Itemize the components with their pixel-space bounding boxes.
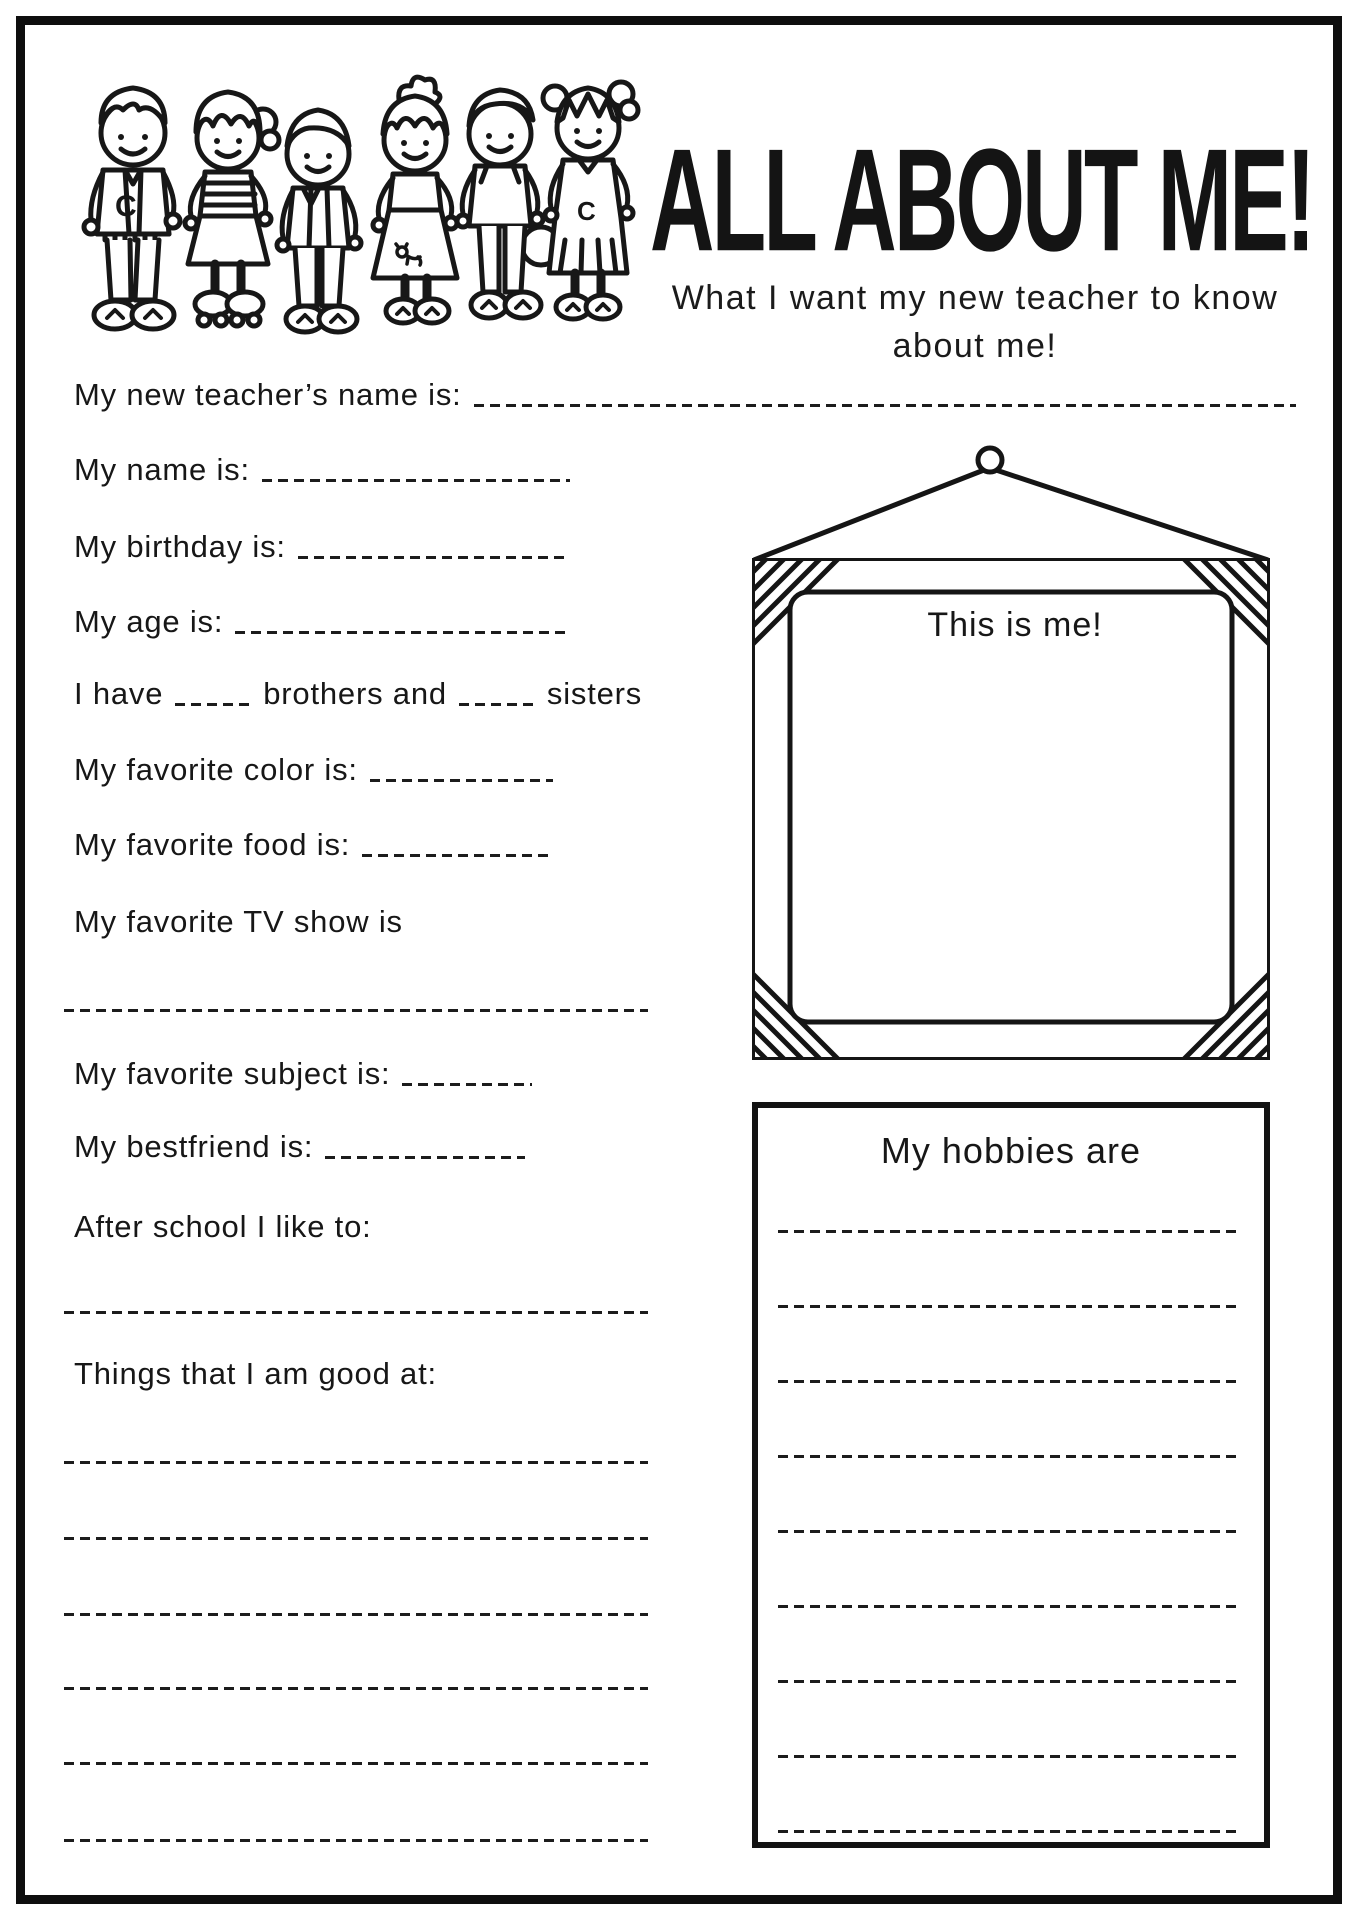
kid-girl-rollerskates [185, 92, 279, 326]
row-teacher-name [74, 368, 1296, 412]
bestfriend-blank[interactable] [325, 1156, 525, 1159]
hobbies-blank-4[interactable] [778, 1455, 1238, 1458]
hobbies-blank-2[interactable] [778, 1305, 1238, 1308]
row-bestfriend [74, 1120, 525, 1164]
row-favorite-subject [74, 1047, 532, 1091]
prompt-teacher-name: My new teacher’s name is: [74, 376, 462, 412]
row-favorite-color [74, 743, 553, 787]
hobbies-blank-1[interactable] [778, 1230, 1238, 1233]
after-school-blank[interactable] [64, 1311, 648, 1314]
hobbies-blank-8[interactable] [778, 1755, 1238, 1758]
good-at-blank-5[interactable] [64, 1762, 648, 1765]
kid-boy-jacket [277, 110, 361, 332]
photo-drawing-area[interactable] [795, 660, 1227, 1015]
frame-string [754, 470, 1268, 560]
row-age [74, 595, 570, 639]
teacher-name-blank[interactable] [474, 404, 1296, 407]
prompt-favorite-subject: My favorite subject is: [74, 1055, 391, 1091]
prompt-favorite-food: My favorite food is: [74, 826, 351, 862]
hobbies-blank-6[interactable] [778, 1605, 1238, 1608]
page-subtitle [625, 274, 1325, 370]
row-after-school [74, 1200, 372, 1244]
photo-frame-caption: This is me! [927, 606, 1103, 644]
prompt-siblings-prefix: I have [74, 675, 164, 711]
prompt-birthday: My birthday is: [74, 528, 286, 564]
subtitle-line-2: about me! [892, 327, 1058, 365]
favorite-food-blank[interactable] [362, 854, 553, 857]
favorite-color-blank[interactable] [370, 779, 553, 782]
row-favorite-food [74, 818, 553, 862]
prompt-after-school: After school I like to: [74, 1208, 372, 1244]
row-favorite-tv [74, 895, 403, 939]
row-good-at [74, 1347, 437, 1391]
age-blank[interactable] [235, 631, 570, 634]
row-siblings [74, 667, 642, 711]
favorite-tv-blank[interactable] [64, 1009, 648, 1012]
brothers-count-blank[interactable] [175, 703, 251, 706]
hobbies-box [752, 1102, 1270, 1848]
favorite-subject-blank[interactable] [402, 1083, 532, 1086]
hobbies-blank-9[interactable] [778, 1830, 1238, 1833]
hobbies-blank-5[interactable] [778, 1530, 1238, 1533]
kid-boy-letterman [84, 88, 180, 329]
prompt-bestfriend: My bestfriend is: [74, 1128, 314, 1164]
subtitle-line-1: What I want my new teacher to know [671, 279, 1279, 317]
sweater-letter: C [577, 196, 596, 226]
prompt-siblings-suffix: sisters [546, 675, 643, 711]
prompt-siblings-middle: brothers and [263, 675, 447, 711]
kid-boy-ball [457, 90, 560, 318]
good-at-blank-3[interactable] [64, 1613, 648, 1616]
good-at-blank-1[interactable] [64, 1461, 648, 1464]
header [625, 118, 1325, 370]
kids-clipart-image [55, 48, 655, 348]
hobbies-blank-3[interactable] [778, 1380, 1238, 1383]
prompt-good-at: Things that I am good at: [74, 1355, 437, 1391]
row-my-name [74, 443, 570, 487]
good-at-blank-6[interactable] [64, 1839, 648, 1842]
my-name-blank[interactable] [262, 479, 570, 482]
page-title: ALL ABOUT ME! [649, 119, 1313, 283]
kid-girl-bun [373, 77, 457, 323]
hobbies-blank-7[interactable] [778, 1680, 1238, 1683]
row-birthday [74, 520, 570, 564]
prompt-favorite-color: My favorite color is: [74, 751, 358, 787]
prompt-age: My age is: [74, 603, 224, 639]
kid-girl-cheer [543, 82, 638, 319]
birthday-blank[interactable] [298, 556, 570, 559]
good-at-blank-4[interactable] [64, 1687, 648, 1690]
prompt-favorite-tv: My favorite TV show is [74, 903, 403, 939]
prompt-my-name: My name is: [74, 451, 250, 487]
good-at-blank-2[interactable] [64, 1537, 648, 1540]
jacket-letter: C [115, 190, 137, 223]
hobbies-title: My hobbies are [880, 1130, 1142, 1171]
sisters-count-blank[interactable] [459, 703, 535, 706]
